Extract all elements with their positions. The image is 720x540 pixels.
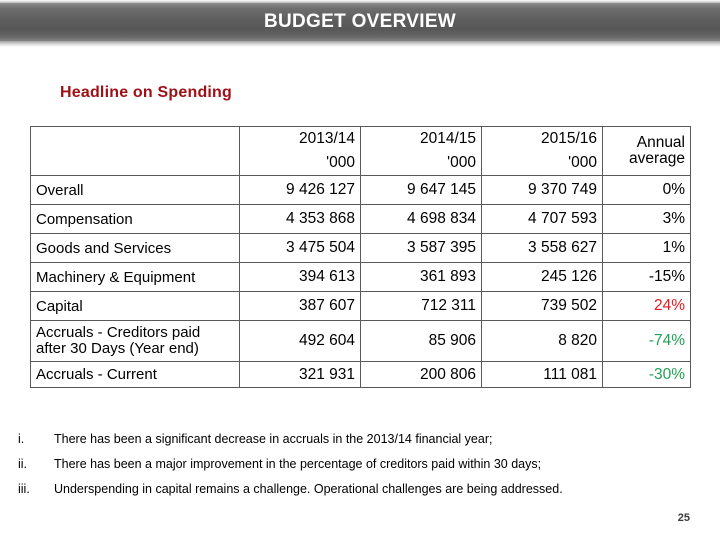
note-text: There has been a major improvement in the percentage of creditors paid within 30 days; (54, 457, 542, 471)
row-value-2014-15: 9 647 145 (361, 176, 482, 205)
row-value-2015-16: 245 126 (482, 263, 603, 292)
row-value-2015-16: 3 558 627 (482, 234, 603, 263)
row-value-2013-14: 3 475 504 (240, 234, 361, 263)
row-annual-average: -15% (603, 263, 691, 292)
row-annual-average: 0% (603, 176, 691, 205)
row-annual-average: 1% (603, 234, 691, 263)
table-header-row-years (31, 127, 691, 152)
budget-table (30, 126, 691, 388)
row-value-2015-16: 9 370 749 (482, 176, 603, 205)
header-unit-1: '000 (240, 151, 361, 176)
header-label-blank (31, 127, 240, 152)
header-year-3: 2015/16 (482, 127, 603, 152)
header-annual-average-line1: Annual (636, 134, 685, 152)
row-value-2013-14: 492 604 (240, 321, 361, 362)
note-marker: i. (18, 432, 25, 446)
header-year-1: 2013/14 (240, 127, 361, 152)
row-label-line1: Accruals - Creditors paid (36, 324, 201, 342)
row-value-2015-16: 111 081 (482, 362, 603, 388)
note-marker: iii. (18, 482, 30, 496)
table-body (31, 176, 691, 388)
row-value-2013-14: 9 426 127 (240, 176, 361, 205)
row-value-2015-16: 4 707 593 (482, 205, 603, 234)
header-annual-average-line2: average (628, 150, 685, 167)
row-label: Goods and Services (31, 234, 240, 263)
row-value-2014-15: 3 587 395 (361, 234, 482, 263)
row-label: Compensation (31, 205, 240, 234)
row-label: Machinery & Equipment (31, 263, 240, 292)
table-row (31, 176, 691, 205)
row-annual-average: -74% (603, 321, 691, 362)
row-annual-average: -30% (603, 362, 691, 388)
page-number: 25 (677, 512, 690, 524)
row-annual-average: 3% (603, 205, 691, 234)
note-text: There has been a significant decrease in accruals in the 2013/14 financial year; (54, 432, 493, 446)
header-label-blank-2 (31, 151, 240, 176)
row-label: Overall (31, 176, 240, 205)
note-item (14, 482, 706, 496)
header-unit-3: '000 (482, 151, 603, 176)
row-value-2013-14: 4 353 868 (240, 205, 361, 234)
row-value-2013-14: 321 931 (240, 362, 361, 388)
banner-bottom-bevel (0, 41, 720, 47)
table-row (31, 263, 691, 292)
row-value-2013-14: 394 613 (240, 263, 361, 292)
row-value-2015-16: 739 502 (482, 292, 603, 321)
row-value-2014-15: 4 698 834 (361, 205, 482, 234)
section-headline: Headline on Spending (60, 84, 233, 101)
row-value-2014-15: 200 806 (361, 362, 482, 388)
page-title: BUDGET OVERVIEW (263, 11, 457, 32)
notes-list (14, 432, 706, 507)
table-header-row-units (31, 151, 691, 176)
row-label (31, 321, 240, 362)
header-year-2: 2014/15 (361, 127, 482, 152)
note-marker: ii. (18, 457, 28, 471)
banner-body (0, 3, 720, 41)
row-value-2014-15: 712 311 (361, 292, 482, 321)
row-label: Accruals - Current (31, 362, 240, 388)
title-banner (0, 0, 720, 47)
budget-table-container (30, 126, 690, 388)
header-unit-2: '000 (361, 151, 482, 176)
row-value-2014-15: 361 893 (361, 263, 482, 292)
row-label-line2: after 30 Days (Year end) (36, 340, 199, 357)
table-row (31, 362, 691, 388)
table-row (31, 292, 691, 321)
note-item (14, 432, 706, 446)
row-label: Capital (31, 292, 240, 321)
table-row (31, 234, 691, 263)
table-row (31, 205, 691, 234)
note-text: Underspending in capital remains a challenge. Operational challenges are being addressed. (54, 482, 563, 496)
row-value-2014-15: 85 906 (361, 321, 482, 362)
row-value-2015-16: 8 820 (482, 321, 603, 362)
note-item (14, 457, 706, 471)
header-annual-average (603, 127, 691, 176)
row-annual-average: 24% (603, 292, 691, 321)
table-row (31, 321, 691, 362)
row-value-2013-14: 387 607 (240, 292, 361, 321)
table-header (31, 127, 691, 176)
